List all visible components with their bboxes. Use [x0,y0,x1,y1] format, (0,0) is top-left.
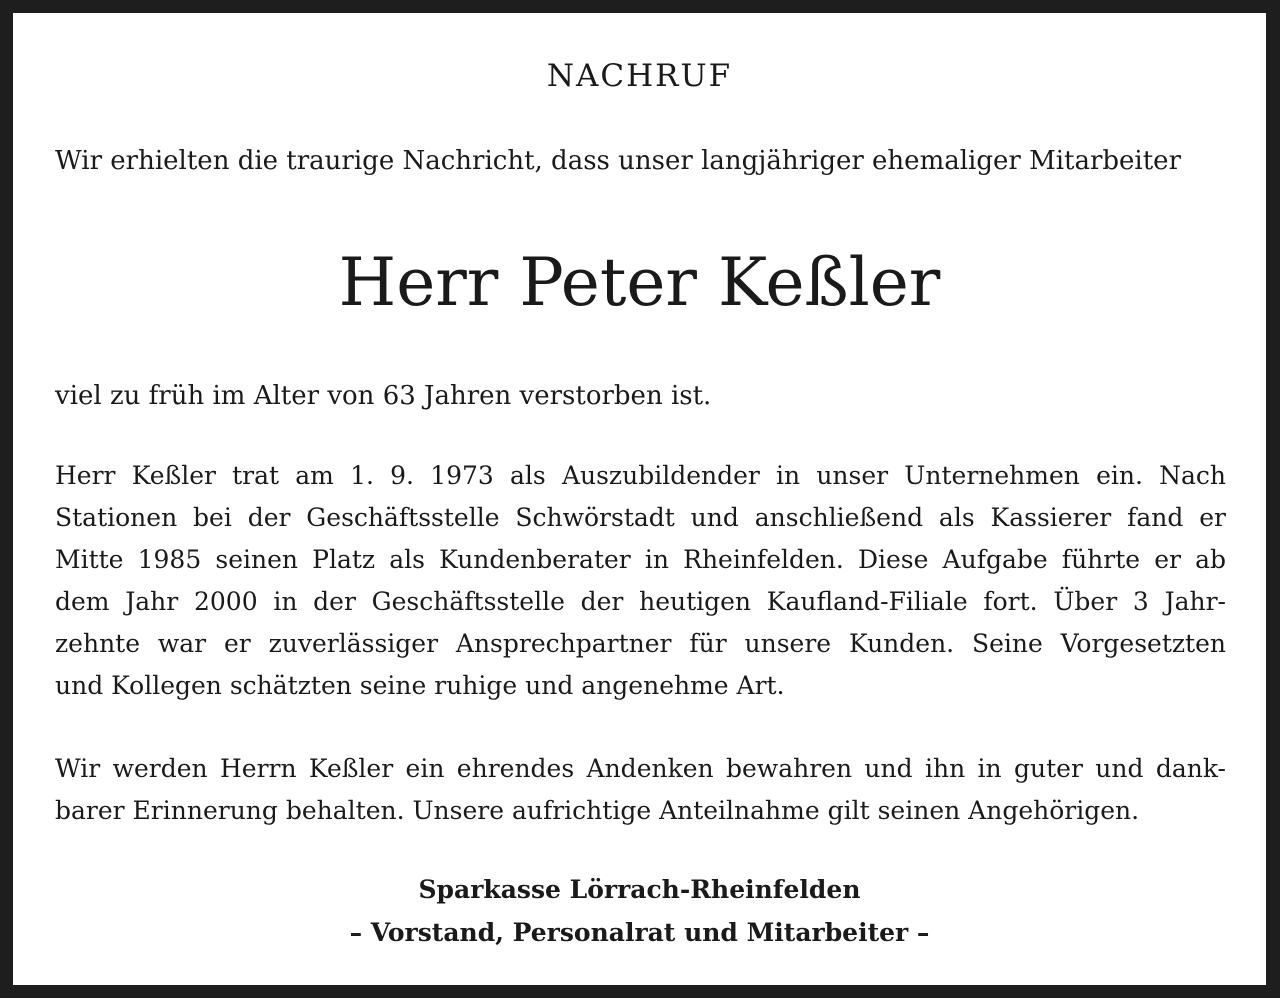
biography-line: und Kollegen schätzten seine ruhige und angenehme Art. [55,671,785,700]
closing-line: barer Erinnerung behalten. Unsere aufrichtige Anteilnahme gilt seinen Angehörigen. [55,796,1140,825]
biography-line: zehnte war er zuverlässiger Ansprechpartner für unsere Kunden. Seine Vorgesetzten [55,629,1226,658]
signature-group: – Vorstand, Personalrat und Mitarbeiter – [349,918,930,947]
biography-line: Herr Keßler trat am 1. 9. 1973 als Auszubildender in unser Unternehmen ein. Nach [55,461,1226,490]
intro-line: Wir erhielten die traurige Nachricht, dass unser langjähriger ehemaliger Mitarbeiter [55,146,1181,176]
biography-line: Stationen bei der Geschäftsstelle Schwörstadt und anschließend als Kassierer fand er [55,503,1226,532]
biography-paragraph [55,455,1226,707]
obituary-notice [13,13,1266,985]
deceased-name: Herr Peter Keßler [338,244,941,321]
signature-organization: Sparkasse Lörrach-Rheinfelden [418,875,861,904]
biography-line: Mitte 1985 seinen Platz als Kundenberater in Rheinfelden. Diese Aufgabe führte er ab [55,545,1226,574]
closing-line: Wir werden Herrn Keßler ein ehrendes Andenken bewahren und ihn in guter und dank- [55,754,1226,783]
biography-line: dem Jahr 2000 in der Geschäftsstelle der heutigen Kaufland-Filiale fort. Über 3 Jahr- [55,587,1226,616]
notice-heading: NACHRUF [546,58,733,94]
closing-paragraph [55,748,1226,832]
age-line: viel zu früh im Alter von 63 Jahren verstorben ist. [55,381,712,411]
